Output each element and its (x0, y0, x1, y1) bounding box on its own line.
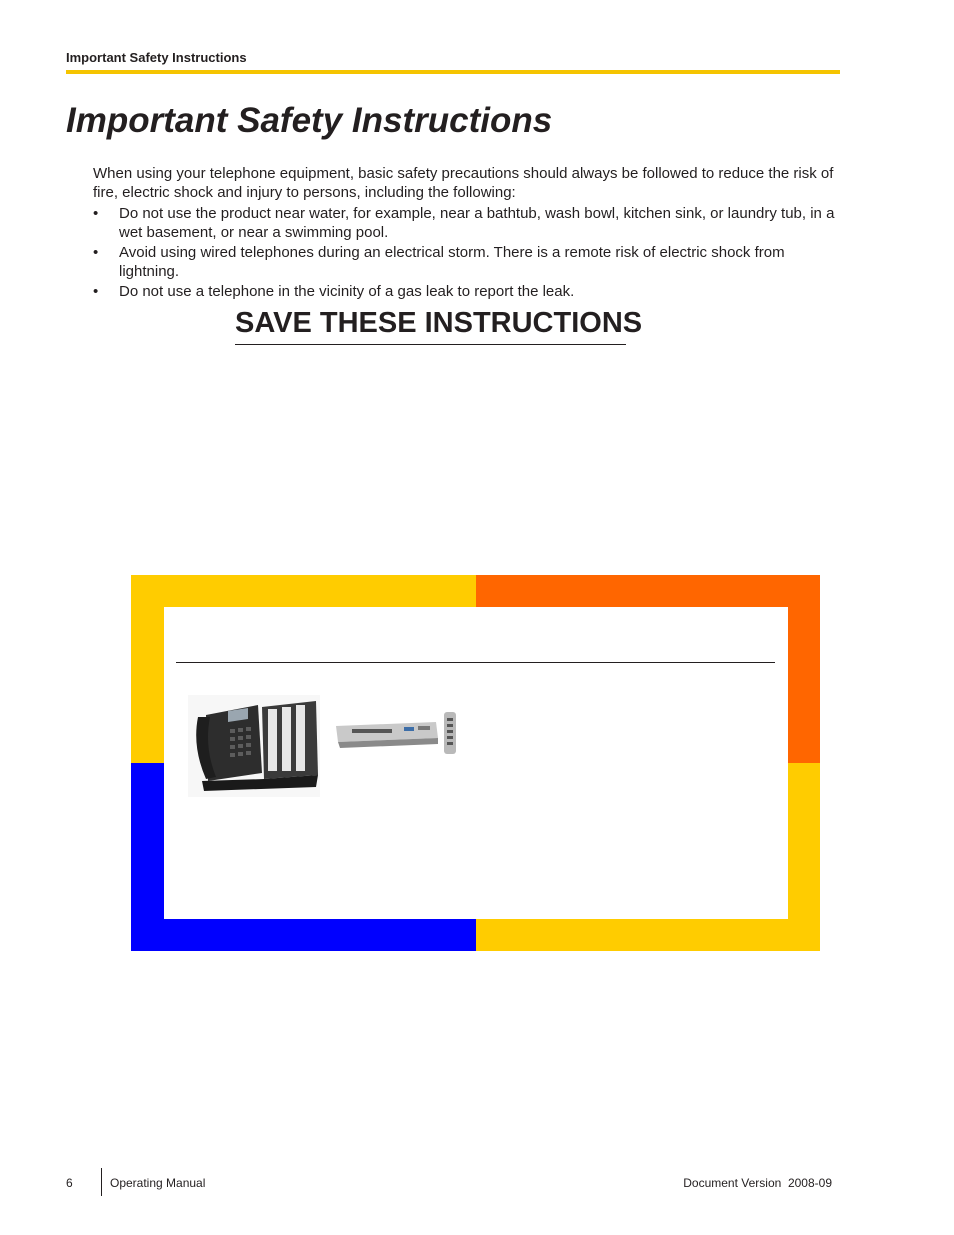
footer-document-version: Document Version 2008-09 (683, 1176, 832, 1190)
panel-rule (176, 662, 775, 663)
telephone-with-console-image (188, 695, 320, 797)
list-item (93, 282, 845, 301)
footer-divider (101, 1168, 102, 1196)
bullet-glyph: • (93, 205, 99, 222)
running-header: Important Safety Instructions (66, 50, 247, 65)
page-title: Important Safety Instructions (66, 101, 553, 140)
header-rule (66, 70, 840, 74)
bullet-text: Do not use a telephone in the vicinity of a gas leak to report the leak. (119, 283, 575, 300)
safety-bullet-list (93, 204, 845, 302)
bullet-text: Do not use the product near water, for example, near a bathtub, wash bowl, kitchen sink, or laundry tub, in a wet basement, or near a swimming pool. (119, 205, 835, 241)
bullet-text: Avoid using wired telephones during an electrical storm. There is a remote risk of electric shock from lightning. (119, 244, 785, 280)
bullet-glyph: • (93, 244, 99, 261)
intro-paragraph: When using your telephone equipment, basic safety precautions should always be followed to reduce the risk of fire, electric shock and injury to persons, including the following: (93, 165, 834, 201)
color-frame (131, 575, 820, 951)
set-top-box-with-remote-image (332, 712, 460, 758)
footer-manual-name: Operating Manual (110, 1176, 206, 1190)
frame-panel (164, 607, 788, 919)
footer-page-number: 6 (66, 1176, 73, 1190)
list-item (93, 243, 845, 281)
list-item (93, 204, 845, 242)
bullet-glyph: • (93, 283, 99, 300)
save-instructions-heading: SAVE THESE INSTRUCTIONS (235, 306, 626, 345)
